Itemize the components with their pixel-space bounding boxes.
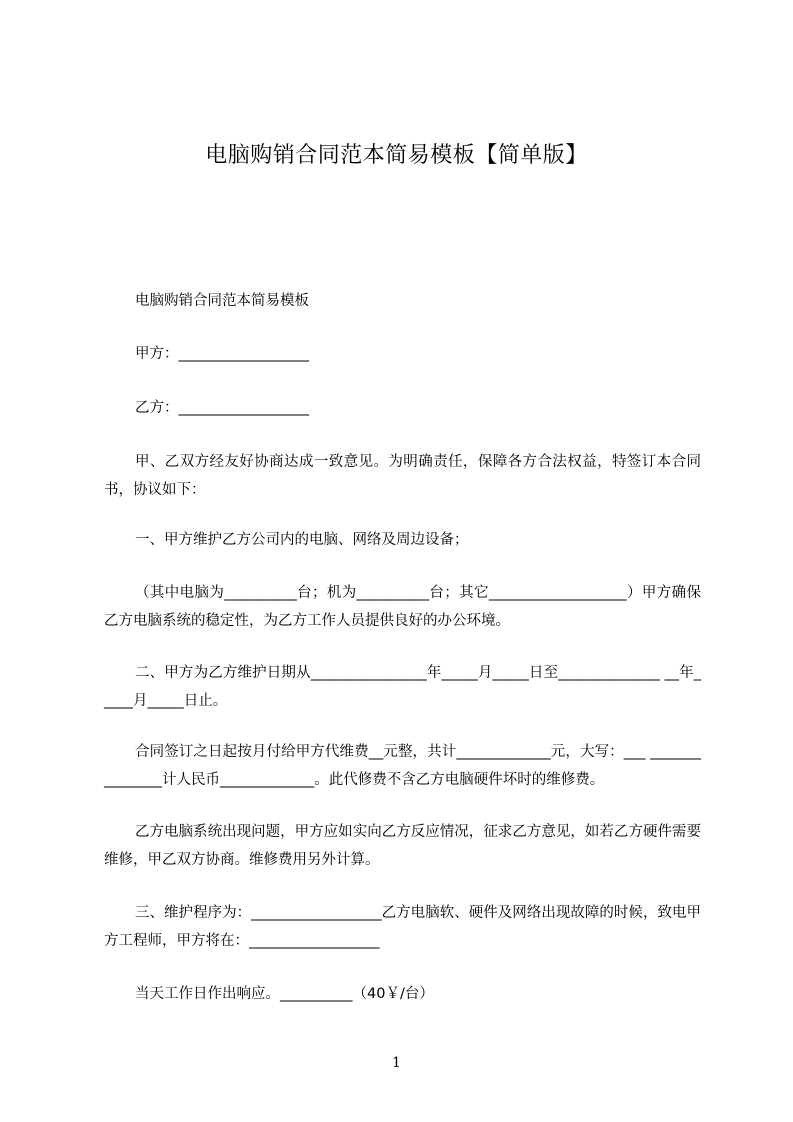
clause-three-paragraph: 三、维护程序为：__________________乙方电脑软、硬件及网络出现故障的时候，致电甲方工程师，甲方将在：__________________ <box>104 905 701 949</box>
subtitle-paragraph: 电脑购销合同范本简易模板 <box>135 293 309 309</box>
page-number: 1 <box>392 1055 401 1071</box>
response-paragraph: 当天工作日作出响应。__________（40￥/台） <box>135 986 434 1002</box>
clause-two-paragraph: 二、甲方为乙方维护日期从________________年_____月_____日至______________ __年_____月_____日止。 <box>104 665 701 709</box>
document-title: 电脑购销合同范本简易模板【简单版】 <box>205 143 588 168</box>
intro-paragraph: 甲、乙双方经友好协商达成一致意见。为明确责任，保障各方合法权益，特签订本合同书，协议如下： <box>104 454 701 498</box>
clause-one-heading: 一、甲方维护乙方公司内的电脑、网络及周边设备； <box>135 532 469 548</box>
system-issue-paragraph: 乙方电脑系统出现问题，甲方应如实向乙方反应情况，征求乙方意见，如若乙方硬件需要维修，甲乙双方协商。维修费用另外计算。 <box>104 824 701 868</box>
fee-paragraph: 合同签订之日起按月付给甲方代维费__元整，共计_____________元，大写：___ _______________计人民币_____________。此代修费不含乙方电脑硬件坏时的维修费。 <box>104 744 701 788</box>
equipment-paragraph: （其中电脑为__________台；机为__________台；其它___________________）甲方确保乙方电脑系统的稳定性，为乙方工作人员提供良好的办公环境。 <box>104 585 701 629</box>
party-b-line: 乙方：__________________ <box>135 400 309 416</box>
party-a-line: 甲方：__________________ <box>135 346 309 362</box>
